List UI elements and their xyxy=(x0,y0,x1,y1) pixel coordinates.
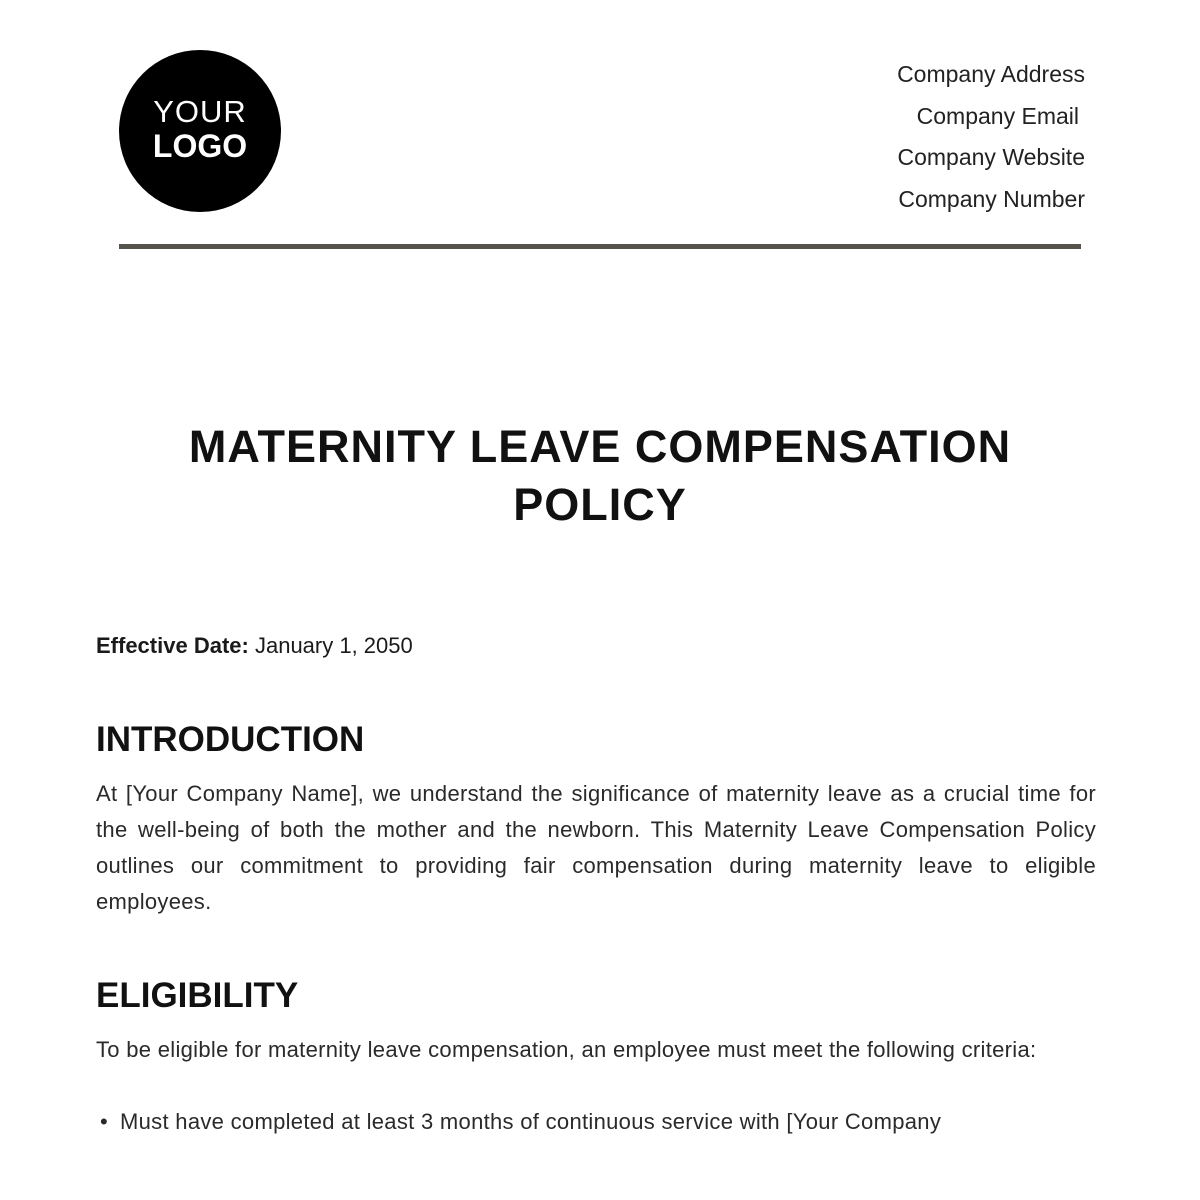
document-title: MATERNITY LEAVE COMPENSATION POLICY xyxy=(188,421,1012,530)
company-contact-block xyxy=(897,54,1085,220)
company-number: Company Number xyxy=(898,185,1085,212)
eligibility-text: To be eligible for maternity leave compensation, an employee must meet the following criteria: xyxy=(96,1037,1037,1062)
company-email: Company Email xyxy=(916,102,1079,129)
company-address: Company Address xyxy=(897,61,1085,87)
eligibility-list xyxy=(96,1104,1096,1140)
list-item: • Must have completed at least 3 months of continuous service with [Your Company xyxy=(96,1104,1096,1140)
header-divider xyxy=(119,244,1081,249)
effective-date-label: Effective Date: xyxy=(96,633,249,658)
document-body xyxy=(96,628,1096,1140)
company-website: Company Website xyxy=(897,144,1085,170)
introduction-text: At [Your Company Name], we understand the significance of maternity leave as a crucial time for the well-being of both the mother and the newborn. This Maternity Leave Compensation Policy outlines our commitment to providing fair compensation during maternity leave to eligible employees. xyxy=(96,781,1096,914)
logo-line-2: LOGO xyxy=(152,128,248,164)
introduction-heading: INTRODUCTION xyxy=(96,720,365,759)
company-logo xyxy=(119,50,281,212)
eligibility-heading: ELIGIBILITY xyxy=(96,976,299,1015)
effective-date xyxy=(96,628,1096,664)
effective-date-value: January 1, 2050 xyxy=(254,633,413,658)
logo-line-1: YOUR xyxy=(153,94,247,129)
